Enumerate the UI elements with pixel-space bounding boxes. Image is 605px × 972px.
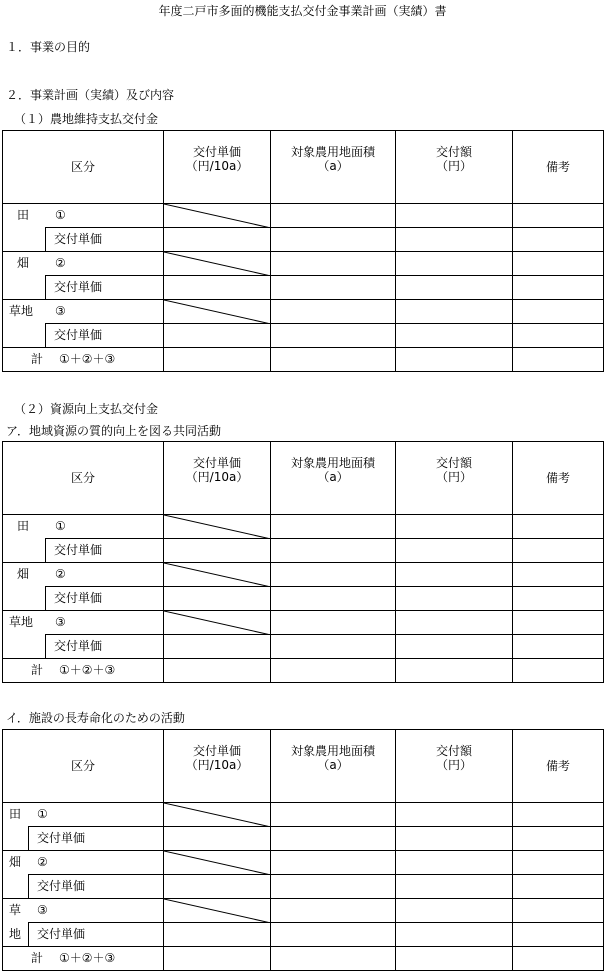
row-marker: ① (37, 807, 48, 821)
subsection-2b-heading: イ．施設の長寿命化のための活動 (6, 711, 185, 725)
row-marker: ③ (55, 304, 66, 318)
table-row (3, 252, 604, 276)
diagonal-cell (164, 563, 271, 587)
header-menseki: 対象農用地面積 （a） (271, 730, 396, 803)
total-label: 計 (31, 951, 44, 965)
row-tanka-label: 交付単価 (54, 590, 103, 605)
table-total-row (3, 659, 604, 683)
diagonal-cell (164, 252, 271, 276)
row-label-souchi: 草地 (9, 615, 34, 629)
subsection-2-heading: （２）資源向上支払交付金 (14, 402, 159, 416)
table-row (3, 300, 604, 324)
diagonal-cell (164, 899, 271, 923)
row-label-ta: 田 (9, 807, 22, 821)
header-biko: 備考 (513, 730, 604, 803)
total-formula: ①＋②＋③ (59, 951, 116, 965)
row-marker: ③ (55, 615, 66, 629)
document-title: 年度二戸市多面的機能支払交付金事業計画（実績）書 (158, 4, 447, 18)
section-1-heading: １．事業の目的 (6, 40, 91, 54)
row-tanka-label: 交付単価 (54, 542, 103, 557)
row-label-hata: 畑 (17, 256, 30, 270)
header-gaku: 交付額 （円） (396, 730, 513, 803)
header-gaku: 交付額 （円） (396, 442, 513, 515)
table-row (3, 324, 604, 348)
row-tanka-label: 交付単価 (37, 926, 86, 941)
diagonal-cell (164, 611, 271, 635)
diagonal-cell (164, 851, 271, 875)
table-total-row (3, 947, 604, 971)
total-label: 計 (31, 352, 44, 366)
total-formula: ①＋②＋③ (59, 663, 116, 677)
header-menseki: 対象農用地面積 （a） (271, 131, 396, 204)
header-gaku: 交付額 （円） (396, 131, 513, 204)
table-row (3, 875, 604, 899)
header-biko: 備考 (513, 442, 604, 515)
header-kubun: 区分 (3, 442, 164, 515)
row-marker: ② (37, 855, 48, 869)
total-label: 計 (31, 663, 44, 677)
row-marker: ③ (37, 903, 48, 917)
diagonal-cell (164, 204, 271, 228)
table-row (3, 204, 604, 228)
table-row (3, 899, 604, 923)
header-kubun: 区分 (3, 131, 164, 204)
table-header-row (3, 442, 604, 515)
table-total-row (3, 348, 604, 372)
table-row (3, 827, 604, 851)
table-row (3, 276, 604, 300)
row-tanka-label: 交付単価 (54, 638, 103, 653)
row-label-sou: 草 (9, 903, 22, 917)
table-farmland-maintenance (2, 130, 604, 372)
row-tanka-label: 交付単価 (37, 830, 86, 845)
table-row (3, 539, 604, 563)
diagonal-cell (164, 300, 271, 324)
table-row (3, 635, 604, 659)
row-label-hata: 畑 (17, 567, 30, 581)
table-row (3, 563, 604, 587)
row-label-chi: 地 (9, 926, 22, 941)
row-tanka-label: 交付単価 (37, 878, 86, 893)
table-header-row (3, 131, 604, 204)
table-facility-longevity (2, 729, 604, 971)
row-tanka-label: 交付単価 (54, 231, 103, 246)
total-formula: ①＋②＋③ (59, 352, 116, 366)
row-marker: ② (55, 256, 66, 270)
row-marker: ② (55, 567, 66, 581)
table-row (3, 851, 604, 875)
row-marker: ① (55, 208, 66, 222)
header-kubun: 区分 (3, 730, 164, 803)
table-row (3, 803, 604, 827)
table-row (3, 923, 604, 947)
row-marker: ① (55, 519, 66, 533)
row-label-ta: 田 (17, 208, 30, 222)
table-row (3, 515, 604, 539)
row-label-ta: 田 (17, 519, 30, 533)
row-label-hata: 畑 (9, 855, 22, 869)
diagonal-cell (164, 803, 271, 827)
subsection-2a-heading: ア．地域資源の質的向上を図る共同活動 (6, 424, 222, 438)
section-2-heading: ２．事業計画（実績）及び内容 (6, 88, 175, 102)
header-menseki: 対象農用地面積 （a） (271, 442, 396, 515)
row-tanka-label: 交付単価 (54, 327, 103, 342)
table-row (3, 611, 604, 635)
subsection-1-heading: （１）農地維持支払交付金 (14, 112, 159, 126)
header-tanka: 交付単価 （円/10a） (164, 442, 271, 515)
diagonal-cell (164, 515, 271, 539)
table-header-row (3, 730, 604, 803)
row-label-souchi: 草地 (9, 304, 34, 318)
header-biko: 備考 (513, 131, 604, 204)
row-tanka-label: 交付単価 (54, 279, 103, 294)
table-row (3, 228, 604, 252)
header-tanka: 交付単価 （円/10a） (164, 730, 271, 803)
header-tanka: 交付単価 （円/10a） (164, 131, 271, 204)
table-resource-quality (2, 441, 604, 683)
table-row (3, 587, 604, 611)
